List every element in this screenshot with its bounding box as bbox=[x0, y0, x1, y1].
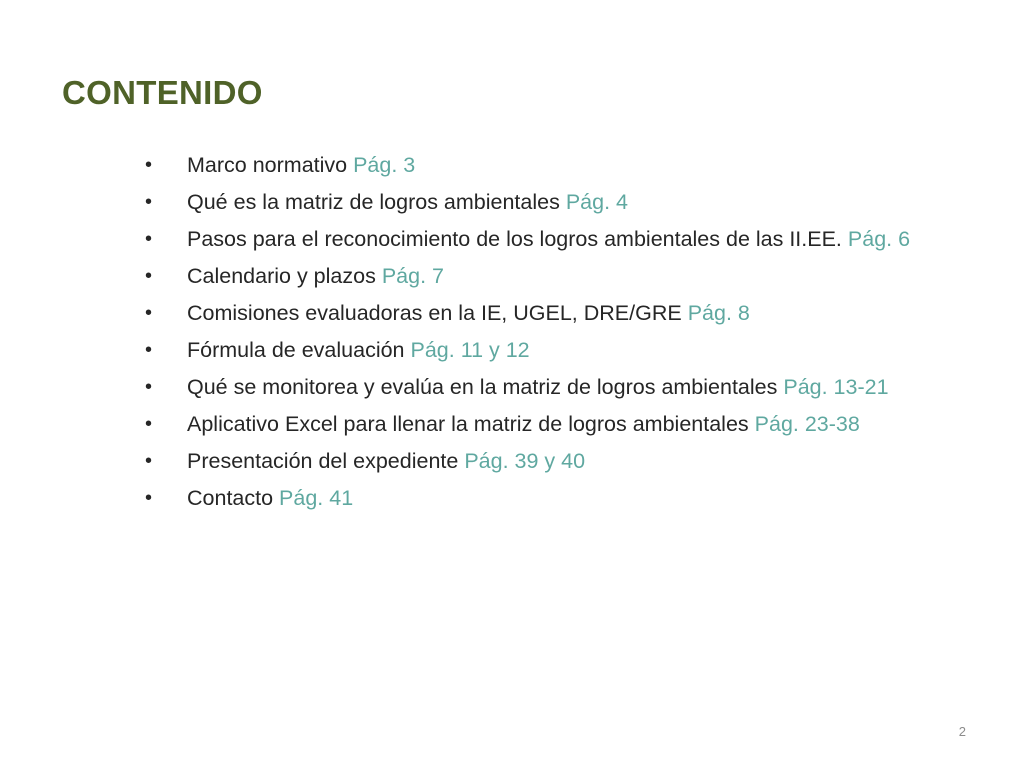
toc-item bbox=[145, 263, 945, 290]
bullet-icon: • bbox=[145, 265, 153, 287]
bullet-icon: • bbox=[145, 413, 153, 435]
slide-number: 2 bbox=[958, 724, 966, 739]
toc-item-text: Comisiones evaluadoras en la IE, UGEL, DRE/GRE bbox=[187, 301, 682, 325]
table-of-contents bbox=[145, 152, 945, 522]
toc-item bbox=[145, 485, 945, 512]
toc-page-ref: Pág. 11 y 12 bbox=[410, 338, 530, 362]
toc-page-ref: Pág. 3 bbox=[353, 153, 416, 177]
toc-page-ref: Pág. 13-21 bbox=[783, 375, 889, 399]
slide-title: CONTENIDO bbox=[62, 74, 263, 111]
toc-item-text: Calendario y plazos bbox=[187, 264, 382, 288]
toc-page-ref: Pág. 7 bbox=[381, 264, 444, 288]
toc-item-text: Presentación del expediente bbox=[187, 449, 459, 473]
toc-item bbox=[145, 374, 945, 401]
bullet-icon: • bbox=[145, 339, 153, 361]
toc-item-text: Marco normativo bbox=[187, 153, 348, 177]
toc-item-text: Qué se monitorea y evalúa en la matriz de logros ambientales bbox=[187, 375, 778, 399]
bullet-icon: • bbox=[145, 154, 153, 176]
toc-page-ref: Pág. 8 bbox=[687, 301, 750, 325]
toc-item-text: Qué es la matriz de logros ambientales bbox=[187, 190, 560, 214]
toc-page-ref: Pág. 41 bbox=[279, 486, 354, 510]
toc-item bbox=[145, 448, 945, 475]
bullet-icon: • bbox=[145, 376, 153, 398]
toc-item bbox=[145, 411, 945, 438]
toc-item-text: Contacto bbox=[187, 486, 274, 510]
bullet-icon: • bbox=[145, 302, 153, 324]
toc-page-ref: Pág. 23-38 bbox=[754, 412, 860, 436]
toc-item bbox=[145, 152, 945, 179]
toc-item-text: Pasos para el reconocimiento de los logros ambientales de las II.EE. bbox=[187, 227, 842, 251]
toc-item bbox=[145, 337, 945, 364]
toc-item-text: Fórmula de evaluación bbox=[187, 338, 405, 362]
toc-page-ref: Pág. 4 bbox=[565, 190, 629, 214]
toc-item-text: Aplicativo Excel para llenar la matriz de logros ambientales bbox=[187, 412, 749, 436]
toc-item bbox=[145, 189, 945, 216]
bullet-icon: • bbox=[145, 487, 153, 509]
toc-item bbox=[145, 300, 945, 327]
toc-page-ref: Pág. 6 bbox=[847, 227, 911, 251]
bullet-icon: • bbox=[145, 450, 153, 472]
bullet-icon: • bbox=[145, 228, 153, 250]
toc-page-ref: Pág. 39 y 40 bbox=[464, 449, 586, 473]
bullet-icon: • bbox=[145, 191, 153, 213]
toc-item bbox=[145, 226, 945, 253]
